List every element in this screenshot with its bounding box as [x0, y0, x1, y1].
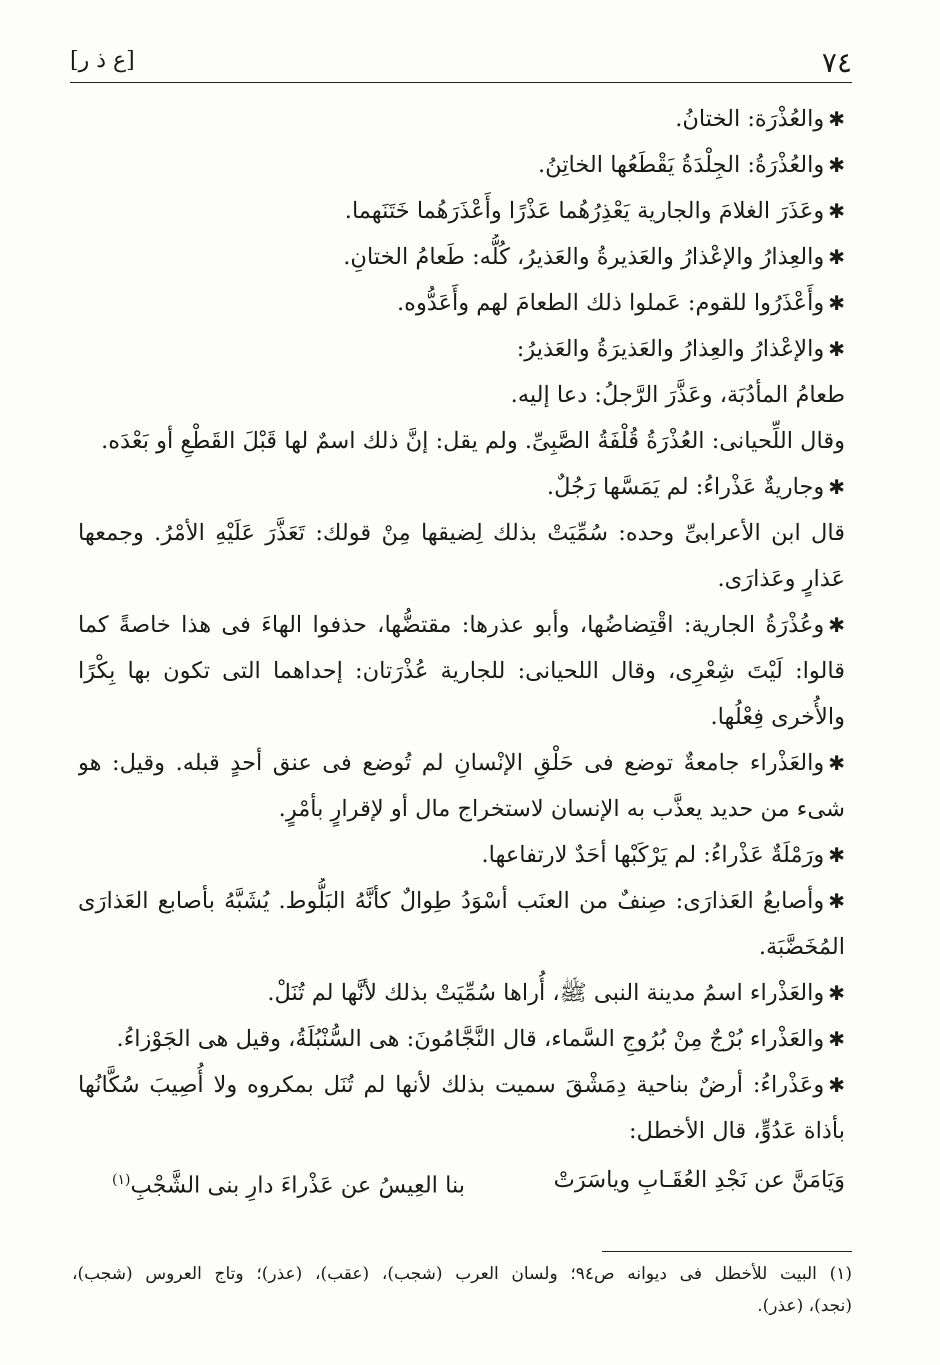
- text-line: [78, 648, 845, 694]
- footnote-line: (نجد)، (عذر).: [757, 1296, 852, 1316]
- line-text: والأُخرى فِعْلُها.: [710, 704, 845, 730]
- text-line: [78, 188, 845, 234]
- line-text: المُخَضَّبَة.: [758, 934, 845, 960]
- entry-marker-icon: ✱: [828, 843, 845, 867]
- line-text: والعَذْراء جامعةٌ توضع فى حَلْقِ الإنْسانِ لم تُوضع فى عنق أحدٍ قبله. وقيل: هو: [78, 750, 825, 776]
- entry-marker-icon: ✱: [828, 153, 845, 177]
- entry-marker-icon: ✱: [828, 291, 845, 315]
- line-text: والإعْذارُ والعِذارُ والعَذيرَةُ والعَذيرُ:: [516, 336, 825, 362]
- line-text: ورَمْلَةٌ عَذْراءُ: لم يَرْكَبْها أحَدٌ لارتفاعها.: [481, 842, 825, 868]
- text-line: [78, 556, 845, 602]
- text-line: [78, 694, 845, 740]
- entry-marker-icon: ✱: [828, 613, 845, 637]
- line-text: وعَذْراءُ: أرضٌ بناحية دِمَشْقَ سميت بذلك لأنها لم تُنَل بمكروه ولا أُصِيبَ سُكَّانُها: [78, 1072, 825, 1098]
- line-text: وعُذْرَةُ الجارية: اقْتِضاضُها، وأبو عذرها: مقتضُّها، حذفوا الهاءَ فى هذا خاصةً كما: [78, 612, 825, 638]
- footnote-marker: (١): [112, 1172, 131, 1188]
- text-line: [78, 1016, 845, 1062]
- text-line: [78, 924, 845, 970]
- entry-marker-icon: ✱: [828, 751, 845, 775]
- footnote-divider: [602, 1251, 852, 1252]
- entry-marker-icon: ✱: [828, 107, 845, 131]
- text-line: [78, 970, 845, 1016]
- line-text: وقال اللِّحيانى: العُذْرَةُ قُلْفَةُ الصَّبِىِّ. ولم يقل: إنَّ ذلك اسمٌ لها قَبْلَ القَطْعِ أو بَعْدَه.: [101, 428, 845, 454]
- text-line: [78, 280, 845, 326]
- text-line: [78, 740, 845, 786]
- line-text: قالوا: لَيْتَ شِعْرِى، وقال اللحيانى: للجارية عُذْرَتان: إحداهما التى تكون بها بِكْرًا: [78, 658, 845, 684]
- entry-marker-icon: ✱: [828, 475, 845, 499]
- entry-marker-icon: ✱: [828, 199, 845, 223]
- verse-second-text: بنا العِيسُ عن عَذْراءَ دارِ بنى الشَّجْبِ: [130, 1172, 465, 1199]
- entry-marker-icon: ✱: [828, 1027, 845, 1051]
- footnote: [72, 1258, 852, 1322]
- line-text: قال ابن الأعرابىِّ وحده: سُمِّيَتْ بذلك لِضيقها مِنْ قولك: تَعَذَّرَ عَلَيْهِ الأمْرُ. وجمعها: [78, 520, 845, 546]
- text-line: [78, 142, 845, 188]
- text-line: [78, 464, 845, 510]
- entry-marker-icon: ✱: [828, 889, 845, 913]
- verse-second-hemistich: [112, 1154, 465, 1212]
- text-line: [78, 602, 845, 648]
- verse-first-hemistich: وَيَامَنَّ عن نَجْدِ العُقَـابِ وياسَرَتْ: [553, 1167, 845, 1193]
- line-text: والعَذْراء بُرْجٌ مِنْ بُرُوجِ السَّماء، قال النَّجَّامُونَ: هى السُّنْبُلَةُ، وقيل هى الجَوْزاءُ.: [116, 1026, 825, 1052]
- line-text: والعِذارُ والإعْذارُ والعَذيرةُ والعَذيرُ، كُلُّه: طَعامُ الختانِ.: [343, 244, 825, 270]
- root-tag: [ع ذ ر]: [70, 48, 135, 73]
- entry-marker-icon: ✱: [828, 1073, 845, 1097]
- line-text: وأَعْذَرُوا للقوم: عَملوا ذلك الطعامَ لهم وأَعَدُّوه.: [397, 290, 825, 316]
- text-line: [78, 832, 845, 878]
- entry-body: [78, 96, 845, 1206]
- text-line: [78, 372, 845, 418]
- text-line: [78, 1062, 845, 1108]
- text-line: [78, 878, 845, 924]
- entry-marker-icon: ✱: [828, 981, 845, 1005]
- entry-marker-icon: ✱: [828, 337, 845, 361]
- line-text: وعَذَرَ الغلامَ والجارية يَعْذِرُهُما عَذْرًا وأَعْذَرَهُما خَتَنَهما.: [344, 198, 825, 224]
- poetry-verse: [78, 1154, 845, 1206]
- text-line: [78, 234, 845, 280]
- text-line: [78, 418, 845, 464]
- line-text: والعُذْرَةُ: الجِلْدَةُ يَقْطَعُها الخاتِنُ.: [538, 152, 825, 178]
- text-line: [78, 786, 845, 832]
- line-text: وجاريةٌ عَذْراءُ: لم يَمَسَّها رَجُلٌ.: [546, 474, 825, 500]
- line-text: وأصابعُ العَذارَى: صِنفٌ من العنَب أسْوَدُ طِوالٌ كأنَّهُ البَلُّوط. يُشَبَّهُ بأصابع العَذارَى: [78, 888, 825, 914]
- line-text: بأذاة عَدُوٍّ، قال الأخطل:: [628, 1118, 845, 1144]
- line-text: عَذارٍ وعَذارَى.: [717, 566, 845, 592]
- line-text: والعُذْرَة: الختانُ.: [675, 106, 825, 132]
- line-text: شىء من حديد يعذَّب به الإنسان لاستخراج مال أو لإقرارٍ بأمْرٍ.: [278, 796, 845, 822]
- text-line: [78, 1108, 845, 1154]
- text-line: [78, 96, 845, 142]
- text-line: [78, 510, 845, 556]
- entry-marker-icon: ✱: [828, 245, 845, 269]
- line-text: والعَذْراء اسمُ مدينة النبى ﷺ، أُراها سُمِّيَتْ بذلك لأنَّها لم تُنَلْ.: [267, 980, 825, 1006]
- text-line: [78, 326, 845, 372]
- line-text: طعامُ المأدُبَة، وعَذَّرَ الرَّجلُ: دعا إليه.: [510, 382, 845, 408]
- page-number: ٧٤: [821, 46, 852, 79]
- page-header: [70, 42, 852, 83]
- footnote-line: (١) البيت للأخطل فى ديوانه ص٩٤؛ ولسان العرب (شجب)، (عقب)، (عذر)؛ وتاج العروس (شجب)،: [72, 1264, 852, 1284]
